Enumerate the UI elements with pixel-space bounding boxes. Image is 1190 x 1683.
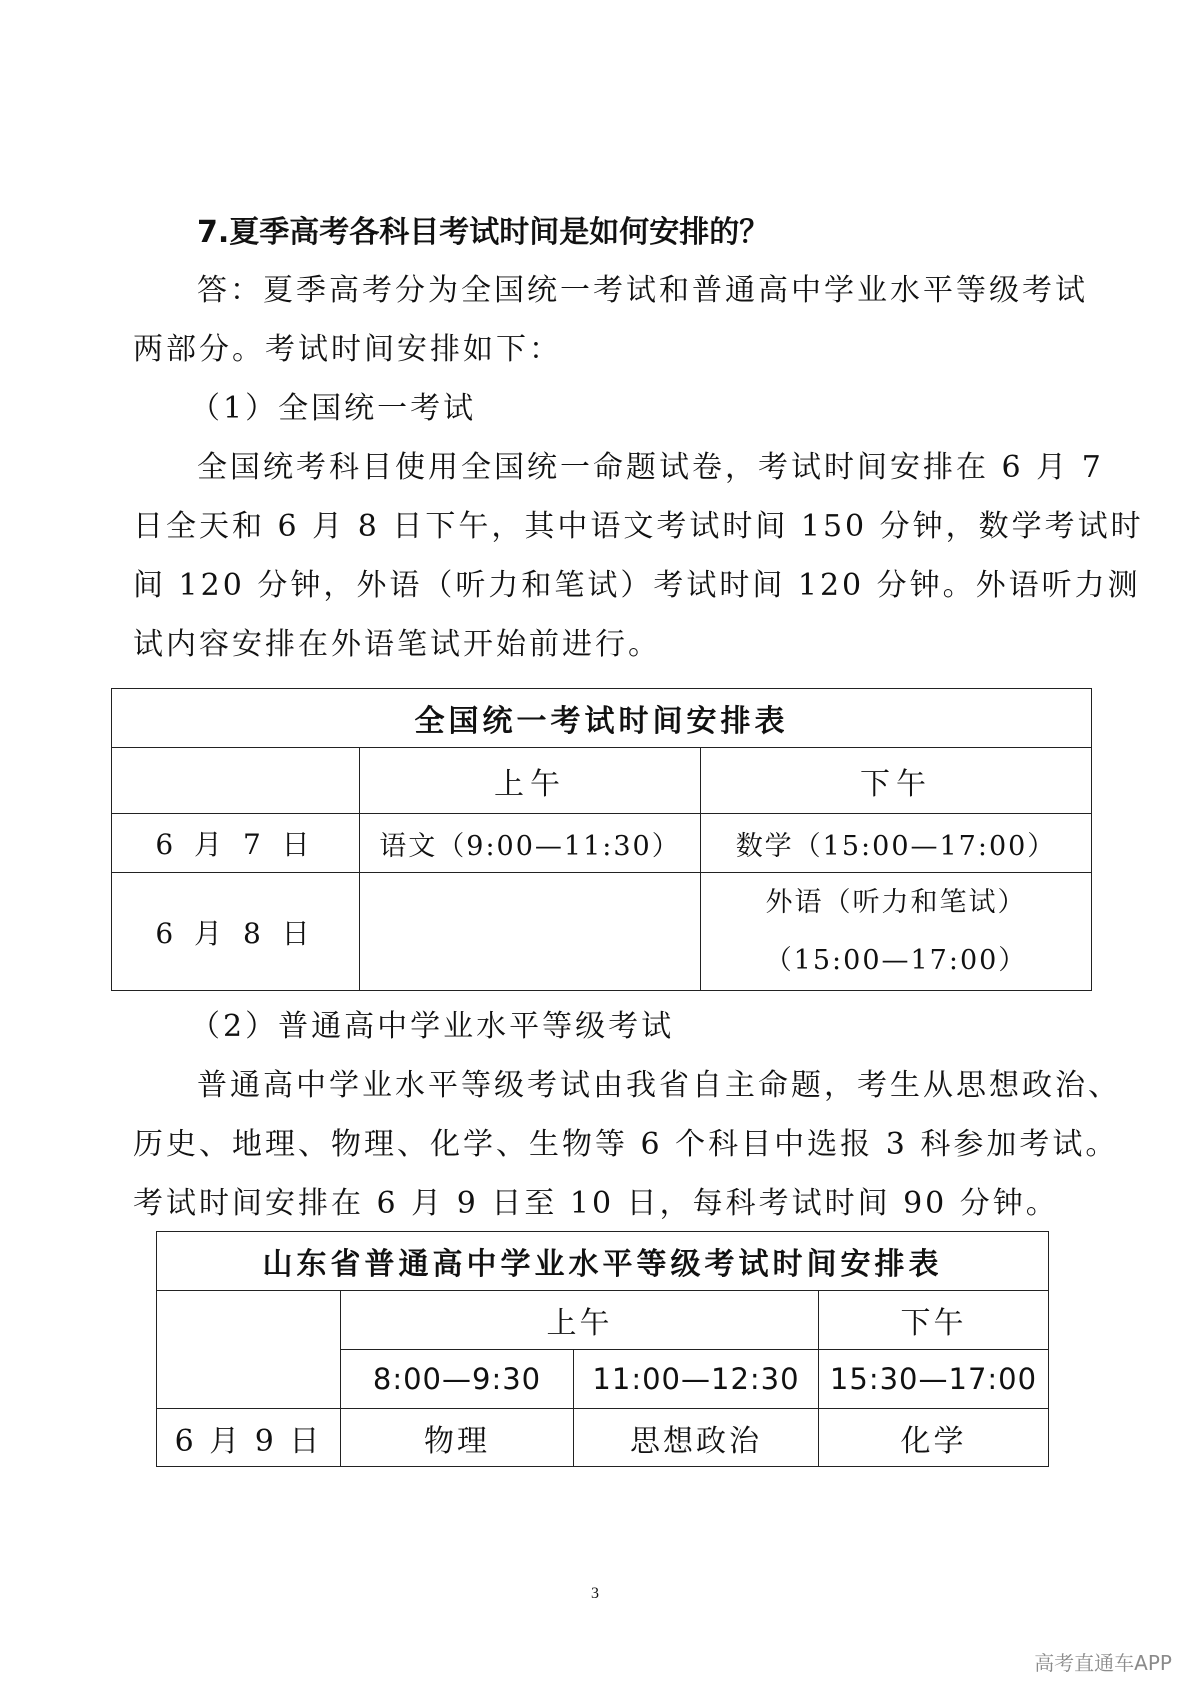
answer-line-1: 答：夏季高考分为全国统一考试和普通高中学业水平等级考试 — [197, 273, 1088, 308]
section2-paragraph-line: 考试时间安排在 6 月 9 日至 10 日，每科考试时间 90 分钟。 — [133, 1186, 1059, 1221]
section1-paragraph-line: 试内容安排在外语笔试开始前进行。 — [133, 627, 661, 662]
section2-heading: （2）普通高中学业水平等级考试 — [190, 1009, 675, 1044]
national-exam-schedule-table — [111, 688, 1092, 991]
section1-paragraph-line: 间 120 分钟，外语（听力和笔试）考试时间 120 分钟。外语听力测 — [133, 568, 1141, 603]
row-date: 6 月 7 日 — [112, 814, 360, 873]
subject-cell: 化学 — [819, 1409, 1049, 1467]
section1-heading: （1）全国统一考试 — [190, 391, 477, 426]
row-date: 6 月 8 日 — [112, 873, 360, 991]
time-slot-header: 8:00—9:30 — [341, 1350, 574, 1409]
column-header-afternoon: 下午 — [701, 748, 1092, 814]
time-slot-header: 15:30—17:00 — [819, 1350, 1049, 1409]
time-slot-header: 11:00—12:30 — [574, 1350, 819, 1409]
afternoon-exam-cell — [701, 873, 1092, 991]
section2-paragraph-line: 历史、地理、物理、化学、生物等 6 个科目中选报 3 科参加考试。 — [133, 1127, 1119, 1162]
subject-cell: 思想政治 — [574, 1409, 819, 1467]
table-title: 山东省普通高中学业水平等级考试时间安排表 — [157, 1232, 1049, 1291]
column-header-morning: 上午 — [360, 748, 701, 814]
section2-paragraph-line: 普通高中学业水平等级考试由我省自主命题，考生从思想政治、 — [197, 1068, 1121, 1103]
table-title: 全国统一考试时间安排表 — [112, 689, 1092, 748]
section1-paragraph-line: 全国统考科目使用全国统一命题试卷，考试时间安排在 6 月 7 — [197, 450, 1104, 485]
question-heading: 7.夏季高考各科目考试时间是如何安排的？ — [197, 215, 770, 250]
empty-header-cell — [157, 1291, 341, 1409]
afternoon-exam-subject: 外语（听力和笔试） — [765, 886, 1027, 918]
watermark-text: 高考直通车APP — [1034, 1651, 1172, 1675]
afternoon-exam-time: （15:00—17:00） — [764, 944, 1028, 976]
column-header-afternoon: 下午 — [819, 1291, 1049, 1350]
page-number: 3 — [591, 1585, 599, 1602]
level-exam-schedule-table — [156, 1231, 1049, 1467]
section1-paragraph-line: 日全天和 6 月 8 日下午，其中语文考试时间 150 分钟，数学考试时 — [133, 509, 1144, 544]
morning-exam-cell: 语文（9:00—11:30） — [360, 814, 701, 873]
afternoon-exam-cell: 数学（15:00—17:00） — [701, 814, 1092, 873]
morning-exam-cell — [360, 873, 701, 991]
answer-line-2: 两部分。考试时间安排如下： — [133, 332, 562, 367]
subject-cell: 物理 — [341, 1409, 574, 1467]
empty-header-cell — [112, 748, 360, 814]
column-header-morning: 上午 — [341, 1291, 819, 1350]
row-date: 6 月 9 日 — [157, 1409, 341, 1467]
